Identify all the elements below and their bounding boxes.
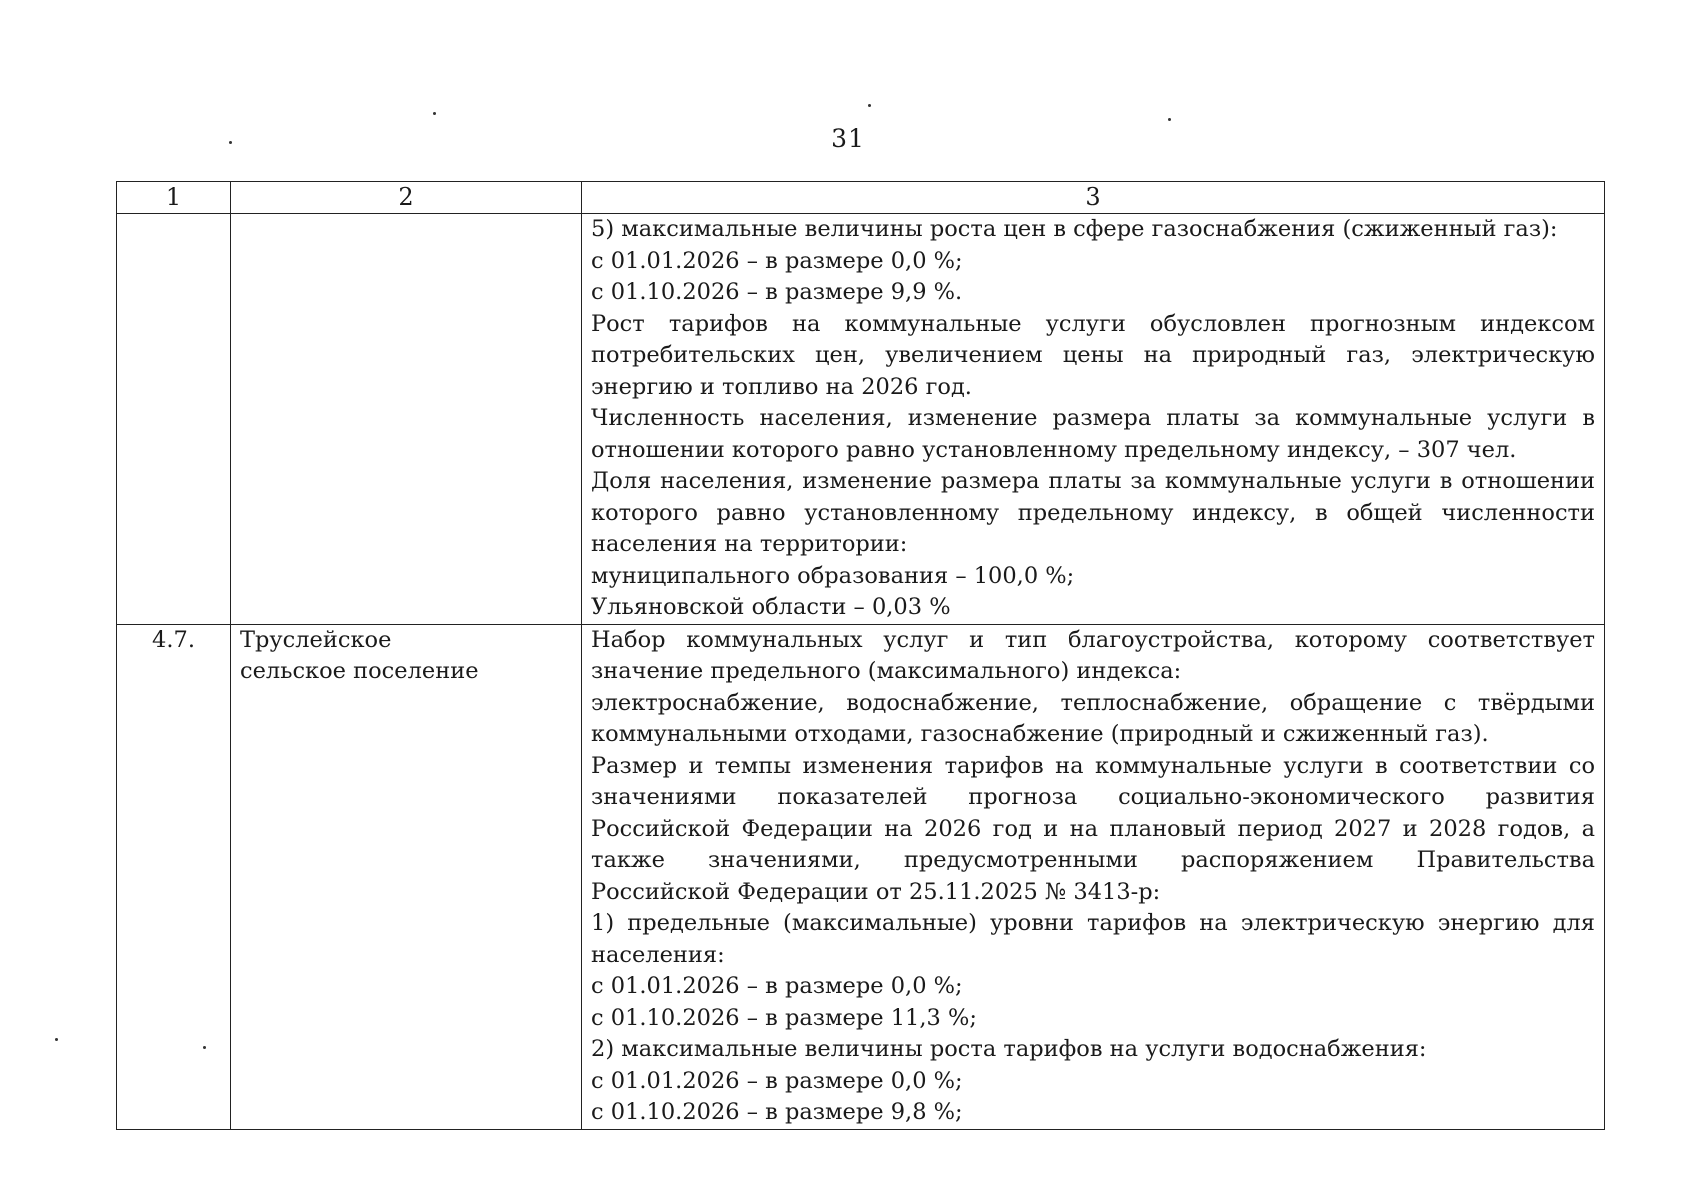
tariff-growth-paragraph: Рост тарифов на коммунальные услуги обусловлен прогнозным индексом потребительских цен, увеличением цены на природный газ, электрическую энергию и топливо на 2026 год. (591, 310, 1595, 400)
table-row-4-7 (117, 624, 1605, 1129)
scan-speck (433, 112, 436, 115)
settlement-name-line2: сельское поселение (240, 658, 479, 684)
gas-liquefied-oct: с 01.10.2026 – в размере 9,9 %. (591, 279, 963, 305)
services-list-paragraph: электроснабжение, водоснабжение, теплоснабжение, обращение с твёрдыми коммунальными отходами, газоснабжение (природный и сжиженный газ). (591, 689, 1595, 747)
gas-liquefied-jan: с 01.01.2026 – в размере 0,0 %; (591, 247, 963, 274)
scan-speck (55, 1038, 58, 1041)
electricity-oct: с 01.10.2026 – в размере 11,3 %; (591, 1004, 977, 1031)
table-row-continuation (117, 214, 1605, 625)
electricity-paragraph: 1) предельные (максимальные) уровни тарифов на электрическую энергию для населения: (591, 910, 1595, 968)
row-number-cell (117, 214, 231, 625)
scan-speck (229, 141, 232, 144)
water-oct: с 01.10.2026 – в размере 9,8 %; (591, 1099, 963, 1125)
population-count-paragraph: Численность населения, изменение размера платы за коммунальные услуги в отношении которого равно установленному предельному индексу, – 307 чел. (591, 405, 1595, 463)
header-col-3: 3 (582, 182, 1605, 214)
header-col-2: 2 (231, 182, 582, 214)
electricity-jan: с 01.01.2026 – в размере 0,0 %; (591, 973, 963, 999)
share-region: Ульяновской области – 0,03 % (591, 594, 951, 620)
row-number: 4.7. (152, 626, 195, 653)
row-name-cell (231, 214, 582, 625)
population-share-paragraph: Доля населения, изменение размера платы за коммунальные услуги в отношении которого равно установленному предельному индексу, в общей численности населения на территории: (591, 468, 1595, 557)
water-heading: 2) максимальные величины роста тарифов на услуги водоснабжения: (591, 1036, 1427, 1062)
scan-speck (868, 104, 871, 107)
share-municipal: муниципального образования – 100,0 %; (591, 562, 1075, 589)
row-number-cell (117, 624, 231, 1129)
settlement-name-line1: Труслейское (240, 626, 392, 653)
document-table (116, 181, 1605, 1130)
page-number: 31 (831, 124, 865, 153)
water-jan: с 01.01.2026 – в размере 0,0 %; (591, 1067, 963, 1094)
header-col-1: 1 (117, 182, 231, 214)
row-name-cell (231, 624, 582, 1129)
table-header-row (117, 182, 1605, 214)
tariff-basis-paragraph: Размер и темпы изменения тарифов на коммунальные услуги в соответствии со значениями показателей прогноза социально-экономического развития Российской Федерации на 2026 год и на плановый период 2027 и 2028 годов, а также значениями, предусмотренными распоряжением Правительства Российской Федерации от 25.11.2025 № 3413-р: (591, 752, 1595, 905)
row-content-cell (582, 214, 1605, 625)
gas-liquefied-heading: 5) максимальные величины роста цен в сфере газоснабжения (сжиженный газ): (591, 216, 1558, 242)
services-set-paragraph: Набор коммунальных услуг и тип благоустройства, которому соответствует значение предельного (максимального) индекса: (591, 626, 1595, 684)
row-content-cell (582, 624, 1605, 1129)
scan-speck (1168, 118, 1171, 121)
